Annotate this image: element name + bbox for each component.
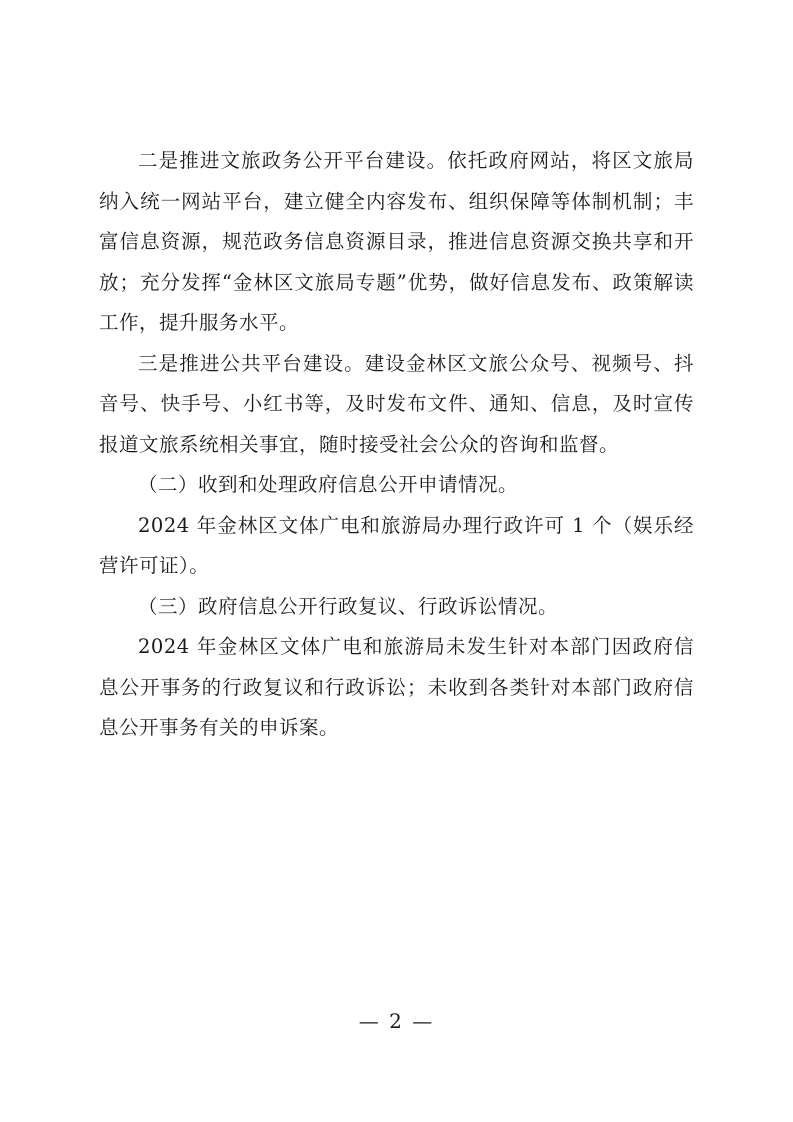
section-heading-applications: （二）收到和处理政府信息公开申请情况。: [138, 473, 519, 496]
paragraph-platform-construction: 二是推进文旅政务公开平台建设。依托政府网站，将区文旅局纳入统一网站平台，建立健全内容发布、组织保障等体制机制；丰富信息资源，规范政务信息资源目录，推进信息资源交换共享和开放；充分发挥“金林区文旅局专题”优势，做好信息发布、政策解读工作，提升服务水平。: [99, 149, 694, 334]
paragraph-public-platform: 三是推进公共平台建设。建设金林区文旅公众号、视频号、抖音号、快手号、小红书等，及时发布文件、通知、信息，及时宣传报道文旅系统相关事宜，随时接受社会公众的咨询和监督。: [99, 351, 694, 456]
page-number: — 2 —: [358, 1009, 435, 1033]
paragraph-administrative-license: 2024 年金林区文体广电和旅游局办理行政许可 1 个（娱乐经营许可证）。: [99, 513, 694, 577]
paragraph-no-litigation: 2024 年金林区文体广电和旅游局未发生针对本部门因政府信息公开事务的行政复议和行政诉讼；未收到各类针对本部门政府信息公开事务有关的申诉案。: [99, 635, 694, 739]
document-body: [99, 141, 694, 749]
section-heading-review-litigation: （三）政府信息公开行政复议、行政诉讼情况。: [138, 594, 559, 618]
